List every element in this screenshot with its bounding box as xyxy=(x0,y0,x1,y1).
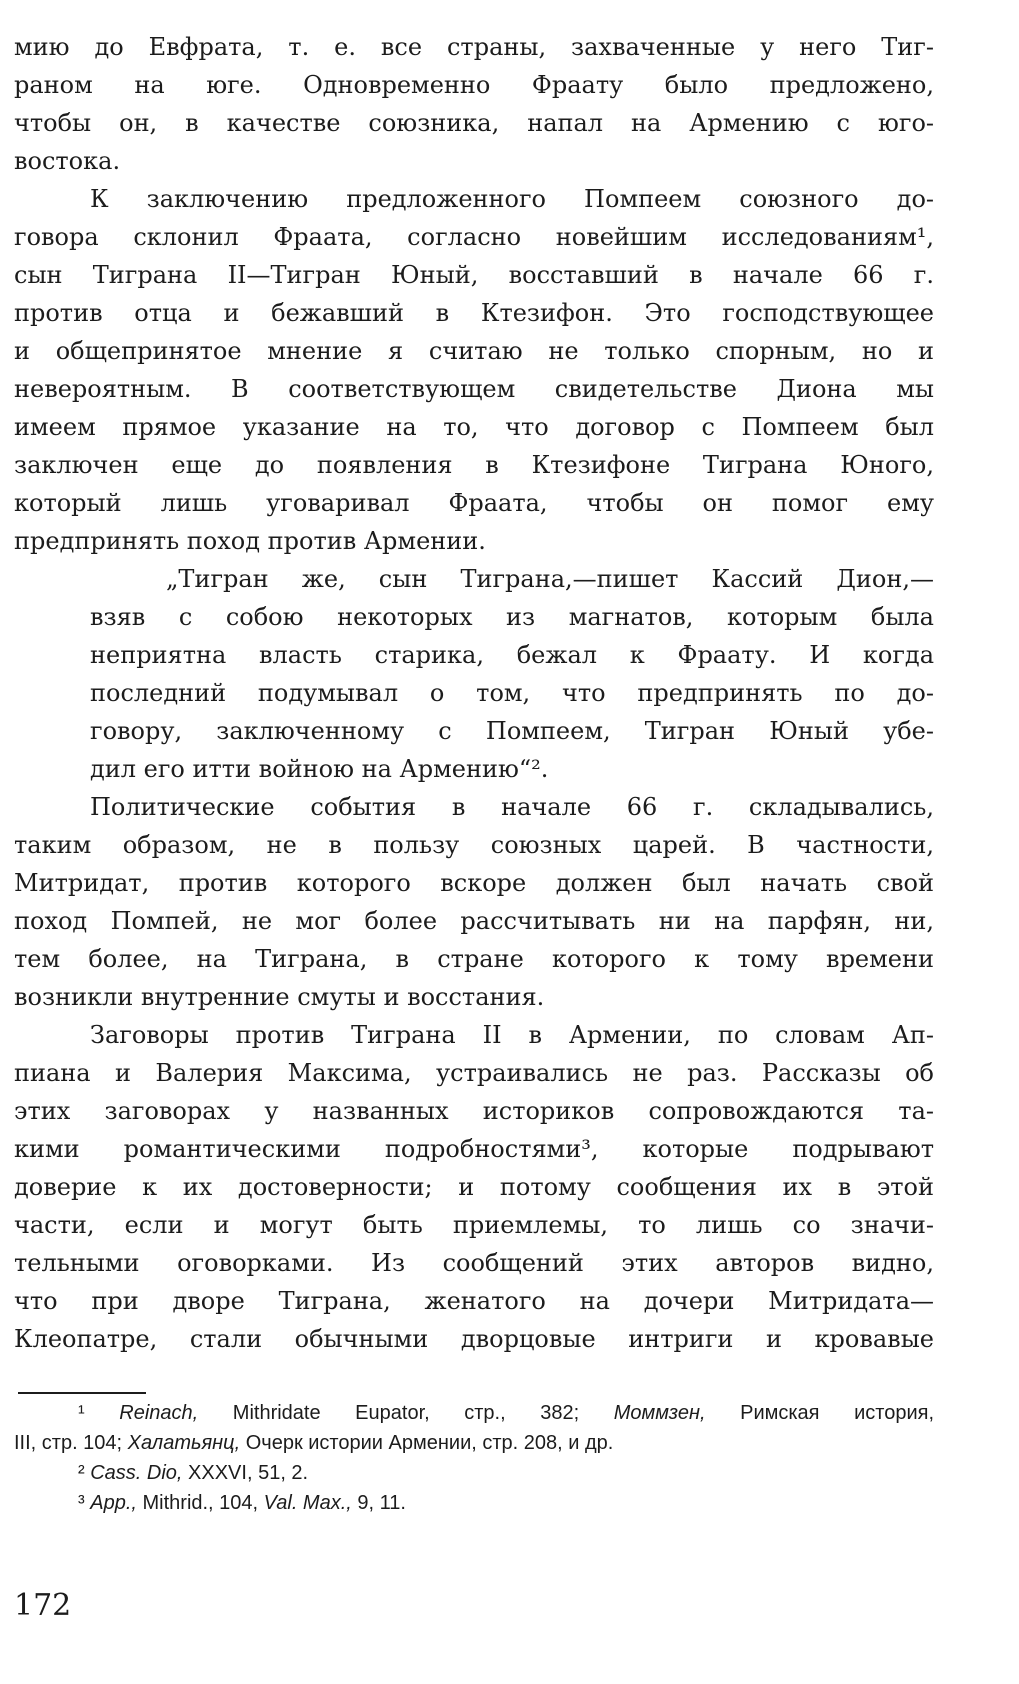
quote-line: говору, заключенному с Помпеем, Тигран Юный убе- xyxy=(90,717,934,745)
paragraph-1 xyxy=(14,28,934,180)
text-line: Заговоры против Тиграна II в Армении, по словам Ап- xyxy=(90,1021,934,1049)
footnote-text: Очерк истории Армении, стр. 208, и др. xyxy=(240,1432,614,1454)
footnote-mark: ³ xyxy=(78,1492,85,1514)
block-quote xyxy=(90,560,934,788)
text-line: поход Помпей, не мог более рассчитывать ни на парфян, ни, xyxy=(14,907,934,935)
footnote-text: Mithridate Eupator, стр., 382; xyxy=(198,1402,614,1424)
footnote-text: XXXVI, 51, 2. xyxy=(182,1462,309,1484)
text-line: предпринять поход против Армении. xyxy=(14,527,486,555)
quote-line: неприятна власть старика, бежал к Фраату. И когда xyxy=(90,641,934,669)
text-line: раном на юге. Одновременно Фраату было предложено, xyxy=(14,71,934,99)
text-line: невероятным. В соответствующем свидетельстве Диона мы xyxy=(14,375,934,403)
footnote-source: Cass. Dio, xyxy=(90,1462,183,1484)
page-body xyxy=(14,28,934,1518)
quote-line: дил его итти войною на Армению“². xyxy=(90,755,549,783)
footnote-text: Mithrid., 104, xyxy=(136,1492,264,1514)
text-line: против отца и бежавший в Ктезифон. Это господствующее xyxy=(14,299,934,327)
footnote-author: Моммзен, xyxy=(613,1402,706,1424)
text-line: Митридат, против которого вскоре должен был начать свой xyxy=(14,869,934,897)
text-line: части, если и могут быть приемлемы, то лишь со значи- xyxy=(14,1211,934,1239)
text-line: тельными оговорками. Из сообщений этих авторов видно, xyxy=(14,1249,934,1277)
footnotes xyxy=(14,1398,934,1518)
paragraph-4 xyxy=(14,1016,934,1358)
quote-line: „Тигран же, сын Тиграна,—пишет Кассий Дион,— xyxy=(166,565,934,593)
quote-line: последний подумывал о том, что предпринять по до- xyxy=(90,679,934,707)
text-line: Политические события в начале 66 г. складывались, xyxy=(90,793,934,821)
text-line: таким образом, не в пользу союзных царей. В частности, xyxy=(14,831,934,859)
text-line: говора склонил Фраата, согласно новейшим исследованиям¹, xyxy=(14,223,934,251)
text-line: заключен еще до появления в Ктезифоне Тиграна Юного, xyxy=(14,451,934,479)
text-line: доверие к их достоверности; и потому сообщения их в этой xyxy=(14,1173,934,1201)
text-line: мию до Евфрата, т. е. все страны, захваченные у него Тиг- xyxy=(14,33,934,61)
text-line: который лишь уговаривал Фраата, чтобы он помог ему xyxy=(14,489,934,517)
text-line: кими романтическими подробностями³, которые подрывают xyxy=(14,1135,934,1163)
footnote-3 xyxy=(14,1488,934,1518)
text-line: К заключению предложенного Помпеем союзного до- xyxy=(90,185,934,213)
text-line: Клеопатре, стали обычными дворцовые интриги и кровавые xyxy=(14,1325,934,1353)
quote-line: взяв с собою некоторых из магнатов, которым была xyxy=(90,603,934,631)
text-line: этих заговорах у названных историков сопровождаются та- xyxy=(14,1097,934,1125)
text-line: тем более, на Тиграна, в стране которого к тому времени xyxy=(14,945,934,973)
footnote-text: Римская история, xyxy=(705,1402,934,1424)
paragraph-3 xyxy=(14,788,934,1016)
text-line: и общепринятое мнение я считаю не только спорным, но и xyxy=(14,337,934,365)
text-line: возникли внутренние смуты и восстания. xyxy=(14,983,545,1011)
footnote-mark: ² xyxy=(78,1462,85,1484)
footnote-source: App., xyxy=(90,1492,137,1514)
text-line: имеем прямое указание на то, что договор с Помпеем был xyxy=(14,413,934,441)
text-line: пиана и Валерия Максима, устраивались не раз. Рассказы об xyxy=(14,1059,934,1087)
footnote-author: Reinach, xyxy=(119,1402,199,1424)
footnote-1 xyxy=(14,1398,934,1428)
text-line: сын Тиграна II—Тигран Юный, восставший в начале 66 г. xyxy=(14,261,934,289)
text-line: чтобы он, в качестве союзника, напал на Армению с юго- xyxy=(14,109,934,137)
footnote-text: III, стр. 104; xyxy=(14,1432,128,1454)
paragraph-2 xyxy=(14,180,934,560)
text-line: востока. xyxy=(14,147,121,175)
footnote-source: Val. Max., xyxy=(263,1492,352,1514)
footnote-1-continued xyxy=(14,1428,934,1458)
page-number: 172 xyxy=(14,1588,72,1623)
footnote-text: 9, 11. xyxy=(351,1492,406,1514)
footnote-2 xyxy=(14,1458,934,1488)
footnote-mark: ¹ xyxy=(78,1402,85,1424)
footnote-author: Халатьянц, xyxy=(127,1432,241,1454)
text-line: что при дворе Тиграна, женатого на дочери Митридата— xyxy=(14,1287,934,1315)
footnote-divider xyxy=(18,1392,146,1394)
